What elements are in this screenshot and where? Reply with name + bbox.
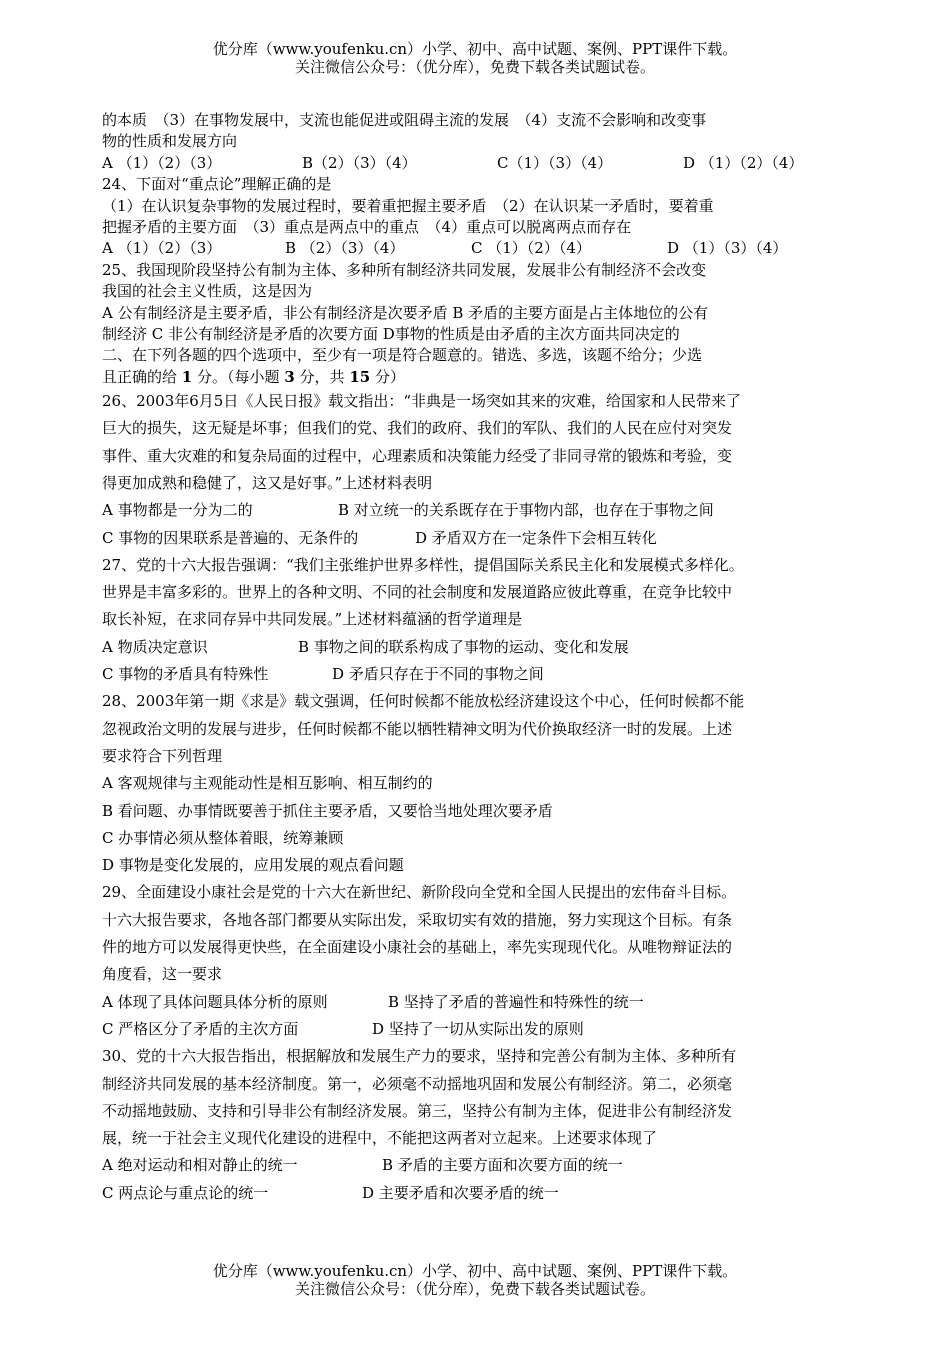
- q25-text-line: A 公有制经济是主要矛盾，非公有制经济是次要矛盾 B 矛盾的主要方面是占主体地位的公有: [102, 303, 709, 322]
- q26-text-line: 事件、重大灾难的和复杂局面的过程中，心理素质和决策能力经受了非同寻常的锻炼和考验，变: [102, 446, 733, 465]
- q27-option-b: B 事物之间的联系构成了事物的运动、变化和发展: [298, 637, 629, 656]
- section-2-instructions: [102, 345, 852, 388]
- q27-options-row: [102, 634, 852, 661]
- q29-options-row: [102, 1016, 852, 1043]
- question-26: [102, 388, 852, 552]
- q24-options: [102, 238, 852, 259]
- q26-text-line: 26、2003年6月5日《人民日报》载文指出：“非典是一场突如其来的灾难，给国家和人民带来了: [102, 392, 742, 411]
- q26-text-line: 巨大的损失，这无疑是坏事；但我们的党、我们的政府、我们的军队、我们的人民在应付对突发: [102, 419, 733, 438]
- question-23-continuation: [102, 110, 852, 174]
- q24-option-c: C （1）（2）（4）: [471, 239, 591, 258]
- q25-text-line: 制经济 C 非公有制经济是矛盾的次要方面 D事物的性质是由矛盾的主次方面共同决定的: [102, 324, 680, 343]
- q30-text-line: 30、党的十六大报告指出，根据解放和发展生产力的要求，坚持和完善公有制为主体、多种所有: [102, 1047, 737, 1066]
- q30-options-row: [102, 1152, 852, 1179]
- q27-options-row: [102, 661, 852, 688]
- q24-option-d: D （1）（3）（4）: [667, 239, 788, 258]
- q28-text-line: 要求符合下列哲理: [102, 746, 223, 765]
- question-30: [102, 1043, 852, 1207]
- q29-option-b: B 坚持了矛盾的普遍性和特殊性的统一: [388, 992, 644, 1011]
- q28-option-d: D 事物是变化发展的，应用发展的观点看问题: [102, 856, 404, 875]
- q30-option-b: B 矛盾的主要方面和次要方面的统一: [382, 1156, 623, 1175]
- q23-option-c: C（1）（3）（4）: [497, 153, 613, 172]
- scoring-text: 分，共: [299, 367, 345, 386]
- q30-option-d: D 主要矛盾和次要矛盾的统一: [362, 1183, 559, 1202]
- q23-text-line: 的本质 （3）在事物发展中，支流也能促进或阻碍主流的发展 （4）支流不会影响和改变事: [102, 111, 707, 129]
- q30-option-a: A 绝对运动和相对静止的统一: [102, 1156, 298, 1175]
- q26-option-c: C 事物的因果联系是普遍的、无条件的: [102, 528, 359, 547]
- q26-options-row: [102, 497, 852, 524]
- q23-option-a: A （1）（2）（3）: [102, 153, 222, 172]
- question-27: [102, 552, 852, 688]
- q24-option-a: A （1）（2）（3）: [102, 239, 222, 258]
- q29-option-d: D 坚持了一切从实际出发的原则: [372, 1019, 584, 1038]
- q27-option-c: C 事物的矛盾具有特殊性: [102, 665, 269, 684]
- section-2-line: 二、在下列各题的四个选项中，至少有一项是符合题意的。错选、多选，该题不给分；少选: [102, 346, 703, 365]
- scoring-number: 3: [284, 367, 295, 386]
- q26-option-a: A 事物都是一分为二的: [102, 501, 253, 520]
- q29-text-line: 角度看，这一要求: [102, 965, 223, 984]
- scoring-text: 分）: [374, 367, 405, 386]
- q27-text-line: 27、党的十六大报告强调：“我们主张维护世界多样性，提倡国际关系民主化和发展模式多样化。: [102, 555, 744, 574]
- q23-options: [102, 153, 852, 174]
- q23-option-b: B（2）（3）（4）: [302, 153, 417, 172]
- q23-option-d: D （1）（2）（4）: [683, 153, 804, 172]
- q23-text-line: 物的性质和发展方向: [102, 132, 238, 151]
- question-24: [102, 174, 852, 260]
- q29-options-row: [102, 989, 852, 1016]
- q26-options-row: [102, 525, 852, 552]
- scoring-number: 15: [349, 367, 371, 386]
- q27-text-line: 世界是丰富多彩的。世界上的各种文明、不同的社会制度和发展道路应彼此尊重，在竞争比较中: [102, 583, 733, 602]
- document-body: [102, 110, 852, 1207]
- header-line-2: 关注微信公众号：（优分库），免费下载各类试题试卷。: [294, 58, 655, 76]
- q29-text-line: 29、全面建设小康社会是党的十六大在新世纪、新阶段向全党和全国人民提出的宏伟奋斗目标。: [102, 883, 737, 902]
- scoring-number: 1: [181, 367, 193, 386]
- scoring-text: 分。（每小题: [197, 367, 280, 386]
- footer-line-2: 关注微信公众号：（优分库），免费下载各类试题试卷。: [294, 1280, 655, 1298]
- q24-text-line: 把握矛盾的主要方面 （3）重点是两点中的重点 （4）重点可以脱离两点而存在: [102, 217, 632, 236]
- footer-line-1: 优分库（www.youfenku.cn）小学、初中、高中试题、案例、PPT课件下载。: [212, 1262, 738, 1280]
- q27-option-a: A 物质决定意识: [102, 637, 208, 656]
- question-28: [102, 688, 852, 879]
- question-25: [102, 260, 852, 346]
- section-2-scoring: [102, 367, 852, 388]
- page-footer: [0, 1262, 950, 1298]
- q29-option-c: C 严格区分了矛盾的主次方面: [102, 1019, 299, 1038]
- scoring-text: 且正确的给: [102, 367, 178, 386]
- q30-text-line: 展，统一于社会主义现代化建设的进程中，不能把这两者对立起来。上述要求体现了: [102, 1129, 658, 1148]
- q28-option-b: B 看问题、办事情既要善于抓住主要矛盾，又要恰当地处理次要矛盾: [102, 801, 553, 820]
- q26-text-line: 得更加成熟和稳健了，这又是好事。”上述材料表明: [102, 473, 433, 492]
- q30-option-c: C 两点论与重点论的统一: [102, 1183, 269, 1202]
- q29-text-line: 十六大报告要求，各地各部门都要从实际出发，采取切实有效的措施，努力实现这个目标。有条: [102, 910, 733, 929]
- q26-option-b: B 对立统一的关系既存在于事物内部，也存在于事物之间: [338, 501, 714, 520]
- q27-option-d: D 矛盾只存在于不同的事物之间: [332, 665, 544, 684]
- q29-text-line: 件的地方可以发展得更快些，在全面建设小康社会的基础上，率先实现现代化。从唯物辩证法的: [102, 938, 733, 957]
- q28-option-c: C 办事情必须从整体着眼，统筹兼顾: [102, 828, 344, 847]
- q27-text-line: 取长补短，在求同存异中共同发展。”上述材料蕴涵的哲学道理是: [102, 610, 523, 629]
- q25-text-line: 我国的社会主义性质，这是因为: [102, 282, 313, 301]
- page-header: [0, 40, 950, 76]
- q26-option-d: D 矛盾双方在一定条件下会相互转化: [415, 528, 657, 547]
- q24-option-b: B （2）（3）（4）: [285, 239, 405, 258]
- q28-text-line: 28、2003年第一期《求是》载文强调，任何时候都不能放松经济建设这个中心，任何时候都不能: [102, 692, 745, 711]
- q24-stem: 24、下面对“重点论”理解正确的是: [102, 175, 332, 194]
- q24-text-line: （1）在认识复杂事物的发展过程时，要着重把握主要矛盾 （2）在认识某一矛盾时，要着重: [102, 196, 714, 215]
- q28-option-a: A 客观规律与主观能动性是相互影响、相互制约的: [102, 774, 433, 793]
- q30-text-line: 不动摇地鼓励、支持和引导非公有制经济发展。第三，坚持公有制为主体，促进非公有制经济发: [102, 1101, 733, 1120]
- question-29: [102, 879, 852, 1043]
- q28-text-line: 忽视政治文明的发展与进步，任何时候都不能以牺牲精神文明为代价换取经济一时的发展。上述: [102, 719, 733, 738]
- q30-text-line: 制经济共同发展的基本经济制度。第一，必须毫不动摇地巩固和发展公有制经济。第二，必须毫: [102, 1074, 733, 1093]
- q29-option-a: A 体现了具体问题具体分析的原则: [102, 992, 328, 1011]
- header-line-1: 优分库（www.youfenku.cn）小学、初中、高中试题、案例、PPT课件下载。: [212, 40, 738, 58]
- q25-text-line: 25、我国现阶段坚持公有制为主体、多种所有制经济共同发展，发展非公有制经济不会改变: [102, 260, 707, 279]
- q30-options-row: [102, 1180, 852, 1207]
